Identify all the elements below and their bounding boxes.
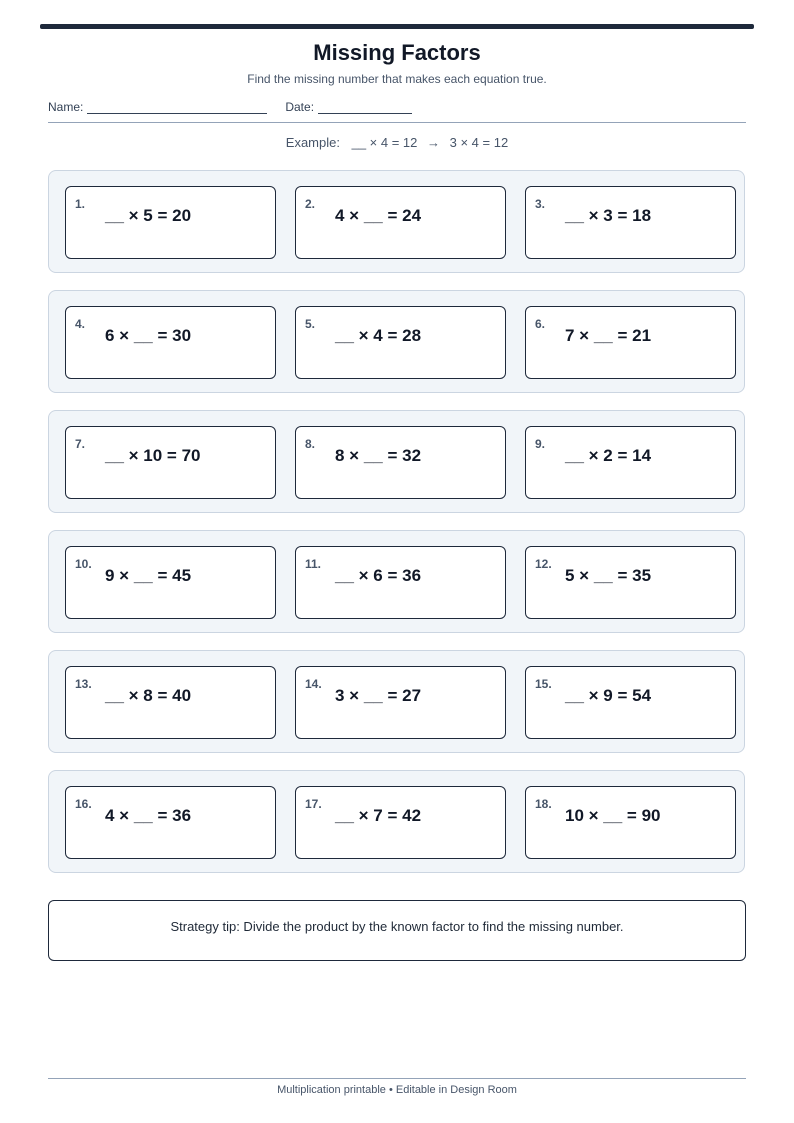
- problem-row: [48, 650, 745, 753]
- date-label: Date:: [285, 100, 315, 114]
- problem-card[interactable]: [295, 546, 506, 619]
- problem-number: 15.: [535, 677, 552, 691]
- problem-card[interactable]: [295, 666, 506, 739]
- name-field[interactable]: [87, 102, 267, 114]
- problem-equation: 3 × __ = 27: [335, 686, 422, 705]
- problem-card[interactable]: [295, 306, 506, 379]
- problem-row: [48, 770, 745, 873]
- problem-equation: __ × 8 = 40: [105, 686, 192, 705]
- problem-row: [48, 410, 745, 513]
- problem-equation: __ × 4 = 28: [335, 326, 422, 345]
- problem-card[interactable]: [525, 786, 736, 859]
- name-label: Name:: [48, 100, 84, 114]
- problem-row: [48, 290, 745, 393]
- problem-number: 17.: [305, 797, 322, 811]
- header-divider: [48, 122, 746, 123]
- problem-equation: __ × 3 = 18: [565, 206, 652, 225]
- footer-text: Multiplication printable • Editable in Design Room: [277, 1084, 517, 1096]
- problem-card[interactable]: [525, 426, 736, 499]
- problem-number: 8.: [305, 437, 316, 451]
- example-prompt: __ × 4 = 12: [351, 135, 418, 150]
- problem-row: [48, 530, 745, 633]
- example-line: [0, 135, 794, 150]
- problem-card[interactable]: [65, 546, 276, 619]
- problem-equation: 4 × __ = 24: [335, 206, 422, 225]
- date-field[interactable]: [318, 102, 412, 114]
- problem-row: [48, 170, 745, 273]
- problem-equation: 5 × __ = 35: [565, 566, 652, 585]
- problem-equation: __ × 9 = 54: [565, 686, 652, 705]
- problem-card[interactable]: [65, 186, 276, 259]
- problem-equation: 9 × __ = 45: [105, 566, 192, 585]
- problem-number: 12.: [535, 557, 552, 571]
- problem-number: 2.: [305, 197, 316, 211]
- problem-number: 13.: [75, 677, 92, 691]
- problem-number: 5.: [305, 317, 316, 331]
- problem-card[interactable]: [65, 786, 276, 859]
- problem-number: 9.: [535, 437, 546, 451]
- problem-number: 6.: [535, 317, 546, 331]
- problem-equation: 4 × __ = 36: [105, 806, 192, 825]
- problem-equation: __ × 10 = 70: [105, 446, 201, 465]
- problem-number: 18.: [535, 797, 552, 811]
- problem-card[interactable]: [525, 546, 736, 619]
- problem-equation: 10 × __ = 90: [565, 806, 661, 825]
- problem-number: 3.: [535, 197, 546, 211]
- page-title: Missing Factors: [313, 40, 481, 65]
- problem-equation: __ × 5 = 20: [105, 206, 192, 225]
- problem-card[interactable]: [525, 666, 736, 739]
- problem-number: 10.: [75, 557, 92, 571]
- page-subtitle: Find the missing number that makes each equation true.: [247, 72, 547, 86]
- problem-equation: __ × 6 = 36: [335, 566, 422, 585]
- problem-card[interactable]: [525, 186, 736, 259]
- problem-number: 7.: [75, 437, 86, 451]
- student-info: [48, 100, 412, 114]
- example-answer: 3 × 4 = 12: [449, 135, 509, 150]
- problem-equation: 7 × __ = 21: [565, 326, 652, 345]
- problem-card[interactable]: [65, 306, 276, 379]
- strategy-tip-box: [48, 900, 746, 961]
- problem-equation: 8 × __ = 32: [335, 446, 422, 465]
- footer-divider: [48, 1078, 746, 1079]
- problem-card[interactable]: [295, 786, 506, 859]
- problem-card[interactable]: [65, 426, 276, 499]
- problem-number: 14.: [305, 677, 322, 691]
- problem-equation: __ × 7 = 42: [335, 806, 422, 825]
- problem-number: 4.: [75, 317, 86, 331]
- arrow-icon: →: [427, 135, 441, 150]
- problem-card[interactable]: [295, 186, 506, 259]
- problem-card[interactable]: [65, 666, 276, 739]
- problem-number: 11.: [305, 557, 322, 571]
- problem-card[interactable]: [525, 306, 736, 379]
- problem-equation: 6 × __ = 30: [105, 326, 192, 345]
- problem-number: 16.: [75, 797, 92, 811]
- example-label: Example:: [285, 135, 340, 150]
- problem-number: 1.: [75, 197, 86, 211]
- problem-equation: __ × 2 = 14: [565, 446, 652, 465]
- strategy-tip: Strategy tip: Divide the product by the known factor to find the missing number.: [170, 919, 624, 934]
- problem-card[interactable]: [295, 426, 506, 499]
- top-rule: [40, 24, 754, 29]
